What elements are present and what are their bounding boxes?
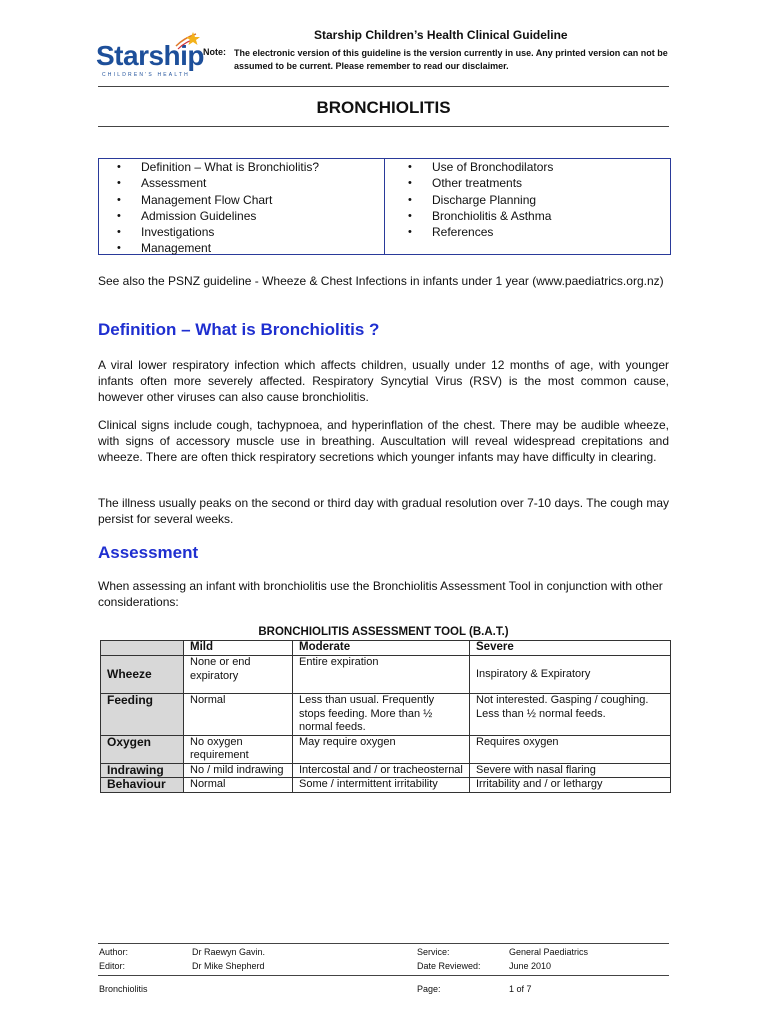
table-cell: May require oxygen (293, 735, 470, 763)
document-name: Bronchiolitis (99, 984, 148, 994)
table-header-cell: Moderate (293, 641, 470, 656)
table-cell: Normal (184, 778, 293, 793)
date-reviewed-value: June 2010 (509, 961, 552, 971)
table-cell: Requires oxygen (470, 735, 671, 763)
contents-item[interactable]: • Management (117, 241, 212, 256)
table-header-cell: Mild (184, 641, 293, 656)
table-cell: Some / intermittent irritability (293, 778, 470, 793)
contents-item[interactable]: • Admission Guidelines (117, 208, 257, 223)
header-title: Starship Children’s Health Clinical Guideline (314, 28, 568, 42)
row-label: Behaviour (101, 778, 184, 793)
contents-item[interactable]: • Investigations (117, 225, 215, 240)
table-cell: None or end expiratory (184, 656, 293, 694)
document-title: BRONCHIOLITIS (316, 98, 451, 117)
row-label: Wheeze (101, 656, 184, 694)
table-cell: Irritability and / or lethargy (470, 778, 671, 793)
page-number: 1 of 7 (509, 984, 532, 994)
bat-table (100, 640, 671, 793)
note-text: The electronic version of this guideline is the version currently in use. Any printed version can not be assumed to be current. Please remember to read our disclaimer. (234, 48, 668, 71)
page-label: Page: (417, 984, 441, 994)
service-value: General Paediatrics (509, 947, 589, 957)
table-cell: Normal (184, 694, 293, 736)
service-label: Service: (417, 947, 450, 957)
assessment-intro: When assessing an infant with bronchiolitis use the Bronchiolitis Assessment Tool in conjunction with other considerations: (98, 579, 663, 609)
row-label: Indrawing (101, 763, 184, 778)
editor-value: Dr Mike Shepherd (192, 961, 265, 971)
starship-logo (96, 30, 208, 82)
contents-item[interactable]: • Use of Bronchodilators (408, 160, 554, 174)
title-rule (98, 126, 669, 127)
note-label: Note: (203, 47, 226, 57)
row-label: Oxygen (101, 735, 184, 763)
contents-item[interactable]: • Bronchiolitis & Asthma (408, 208, 552, 223)
contents-item[interactable]: • References (408, 225, 494, 240)
author-value: Dr Raewyn Gavin. (192, 947, 266, 957)
contents-left-column (117, 159, 319, 257)
table-cell: No / mild indrawing (184, 763, 293, 778)
table-cell: Not interested. Gasping / coughing. Less than ½ normal feeds. (470, 694, 671, 736)
bat-table-title: BRONCHIOLITIS ASSESSMENT TOOL (B.A.T.) (258, 626, 509, 638)
table-row (101, 694, 671, 736)
contents-right-column (408, 159, 553, 240)
table-header-cell (101, 641, 184, 656)
definition-paragraph-2: Clinical signs include cough, tachypnoea, and hyperinflation of the chest. There may be audible wheeze, with signs of accessory muscle use in breathing. Auscultation will reveal widespread crepitations and wheeze. There are often thick respiratory secretions which younger infants may have difficulty in clearing. (98, 418, 669, 464)
star-icon (174, 30, 202, 52)
header-rule (98, 86, 669, 87)
definition-paragraph-3: The illness usually peaks on the second or third day with gradual resolution over 7-10 days. The cough may persist for several weeks. (98, 496, 669, 526)
contents-item[interactable]: • Management Flow Chart (117, 192, 273, 207)
author-label: Author: (99, 947, 129, 957)
table-row (101, 778, 671, 793)
table-cell: No oxygen requirement (184, 735, 293, 763)
definition-heading: Definition – What is Bronchiolitis ? (98, 320, 380, 339)
assessment-heading: Assessment (98, 543, 199, 562)
table-header-cell: Severe (470, 641, 671, 656)
contents-item[interactable]: • Discharge Planning (408, 192, 537, 207)
date-reviewed-label: Date Reviewed: (417, 961, 481, 971)
table-header-row (101, 641, 671, 656)
table-cell: Inspiratory & Expiratory (470, 656, 671, 694)
table-row (101, 763, 671, 778)
table-cell: Severe with nasal flaring (470, 763, 671, 778)
see-also-text: See also the PSNZ guideline - Wheeze & Chest Infections in infants under 1 year (www.paediatrics.org.nz) (98, 274, 664, 288)
table-cell: Entire expiration (293, 656, 470, 694)
table-row (101, 656, 671, 694)
logo-tagline: CHILDREN'S HEALTH (102, 72, 190, 78)
table-cell: Less than usual. Frequently stops feeding. More than ½ normal feeds. (293, 694, 470, 736)
logo-wordmark: Starship (96, 40, 205, 71)
contents-item[interactable]: • Assessment (117, 176, 207, 191)
editor-label: Editor: (99, 961, 126, 971)
contents-box (98, 158, 671, 255)
row-label: Feeding (101, 694, 184, 736)
definition-paragraph-1: A viral lower respiratory infection which affects children, usually under 12 months of age, with younger infants often more severely affected. Respiratory Syncytial Virus (RSV) is the most common cause, however other viruses can also cause bronchiolitis. (98, 358, 669, 404)
table-row (101, 735, 671, 763)
contents-item[interactable]: • Definition – What is Bronchiolitis? (117, 160, 320, 174)
footer-rule-lower (98, 975, 669, 976)
contents-divider (384, 159, 385, 254)
contents-item[interactable]: • Other treatments (408, 176, 523, 191)
footer-rule (98, 943, 669, 944)
table-cell: Intercostal and / or tracheosternal (293, 763, 470, 778)
